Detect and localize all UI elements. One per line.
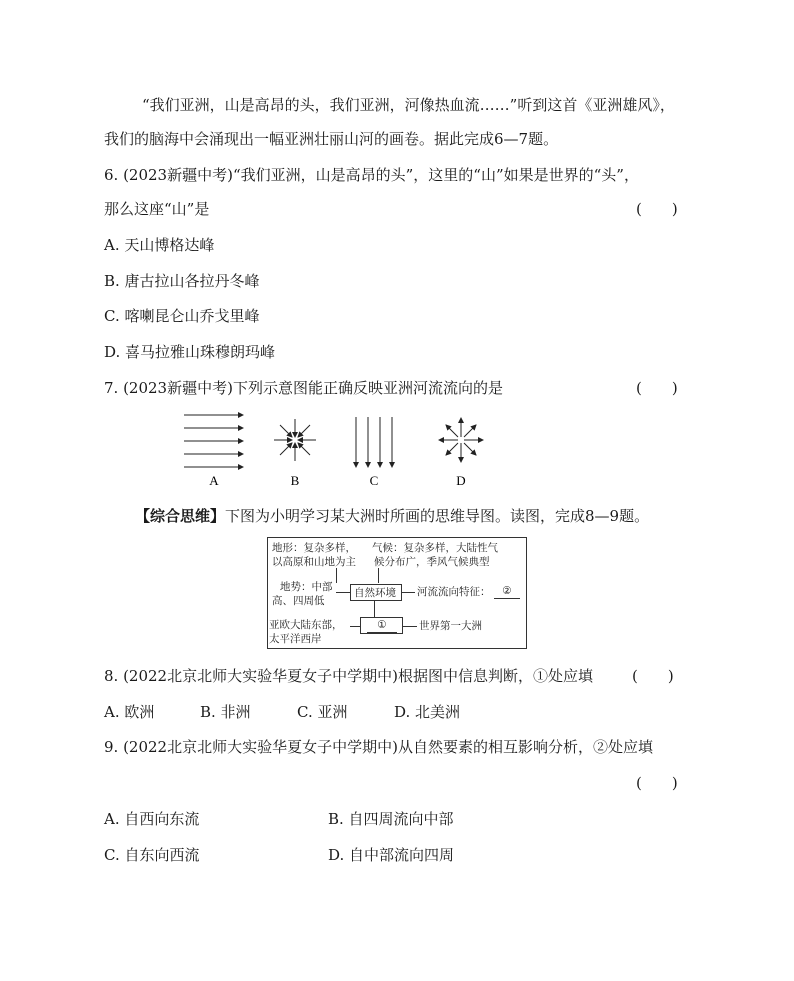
synthesis-text: 下图为小明学习某大洲时所画的思维导图。读图，完成8—9题。: [225, 507, 650, 525]
diagram-label-a: A: [209, 473, 219, 488]
q6-stem-line-1: 6. (2023新疆中考)“我们亚洲，山是高昂的头”，这里的“山”如果是世界的“头”，: [104, 166, 639, 184]
mm-relief-line-1: 地势：中部: [280, 581, 333, 593]
q8-option-a[interactable]: A. 欧洲: [104, 703, 155, 721]
mm-location-line-1: 亚欧大陆东部，: [269, 619, 343, 631]
mm-terrain-line-1: 地形：复杂多样，: [272, 542, 356, 554]
mm-line-location: [350, 626, 360, 627]
intro-line-2: 我们的脑海中会涌现出一幅亚洲壮丽山河的画卷。据此完成6—7题。: [104, 130, 559, 148]
q9-option-c[interactable]: C. 自东向西流: [104, 846, 200, 864]
q6-stem-line-2: 那么这座“山”是: [104, 200, 210, 218]
mm-line-vertical: [374, 600, 375, 618]
mind-map: [267, 537, 527, 649]
mm-line-relief: [336, 592, 350, 593]
q9-option-a[interactable]: A. 自西向东流: [104, 810, 200, 828]
mm-blank-1-box[interactable]: [360, 617, 403, 634]
diagram-d-radiating-arrows[interactable]: [439, 418, 483, 462]
q6-answer-bracket[interactable]: ( ): [636, 200, 678, 218]
mm-line-terrain: [336, 568, 337, 583]
mm-line-river: [401, 592, 415, 593]
mm-climate-line-2: 候分布广，季风气候典型: [374, 556, 490, 568]
q9-stem: 9. (2022北京北师大实验华夏女子中学期中)从自然要素的相互影响分析，②处应填: [104, 738, 653, 756]
q7-stem: 7. (2023新疆中考)下列示意图能正确反映亚洲河流流向的是: [104, 379, 503, 397]
mm-relief-line-2: 高、四周低: [272, 595, 325, 607]
diagram-b-converging-arrows[interactable]: [274, 419, 316, 461]
mm-blank-1[interactable]: ①: [367, 618, 397, 633]
q8-answer-bracket[interactable]: ( ): [632, 667, 674, 685]
q8-option-c[interactable]: C. 亚洲: [297, 703, 348, 721]
mm-climate-line-1: 气候：复杂多样，大陆性气: [372, 542, 498, 554]
diagram-label-d: D: [456, 473, 466, 488]
mm-line-climate: [378, 568, 379, 583]
mm-center-label: 自然环境: [354, 587, 396, 599]
q6-option-c[interactable]: C. 喀喇昆仑山乔戈里峰: [104, 307, 260, 325]
q9-answer-bracket[interactable]: ( ): [636, 774, 678, 792]
mm-river-label: 河流流向特征：: [417, 586, 491, 598]
q8-option-b[interactable]: B. 非洲: [200, 703, 251, 721]
synthesis-tag: 【综合思维】: [135, 507, 226, 525]
diagram-label-c: C: [369, 473, 379, 488]
q6-option-b[interactable]: B. 唐古拉山各拉丹冬峰: [104, 272, 260, 290]
mm-location-line-2: 太平洋西岸: [269, 633, 322, 645]
q6-option-d[interactable]: D. 喜马拉雅山珠穆朗玛峰: [104, 343, 276, 361]
intro-line-1: “我们亚洲，山是高昂的头，我们亚洲，河像热血流……”听到这首《亚洲雄风》，: [142, 96, 675, 114]
diagram-c-north-to-south-arrows[interactable]: [356, 417, 392, 467]
diagram-label-b: B: [290, 473, 300, 488]
mm-blank-2[interactable]: ②: [494, 584, 520, 599]
mm-line-largest: [403, 626, 417, 627]
q8-stem: 8. (2022北京北师大实验华夏女子中学期中)根据图中信息判断，①处应填: [104, 667, 593, 685]
mm-terrain-line-2: 以高原和山地为主: [272, 556, 356, 568]
q7-river-diagrams: [0, 405, 794, 495]
mm-largest-label: 世界第一大洲: [419, 620, 482, 632]
diagram-a-west-to-east-arrows[interactable]: [184, 415, 243, 467]
q6-option-a[interactable]: A. 天山博格达峰: [104, 236, 215, 254]
mm-center-box: [350, 584, 402, 601]
q7-answer-bracket[interactable]: ( ): [636, 379, 678, 397]
q9-option-d[interactable]: D. 自中部流向四周: [328, 846, 455, 864]
q9-option-b[interactable]: B. 自四周流向中部: [328, 810, 454, 828]
synthesis-instruction: [135, 506, 649, 526]
q8-option-d[interactable]: D. 北美洲: [394, 703, 461, 721]
